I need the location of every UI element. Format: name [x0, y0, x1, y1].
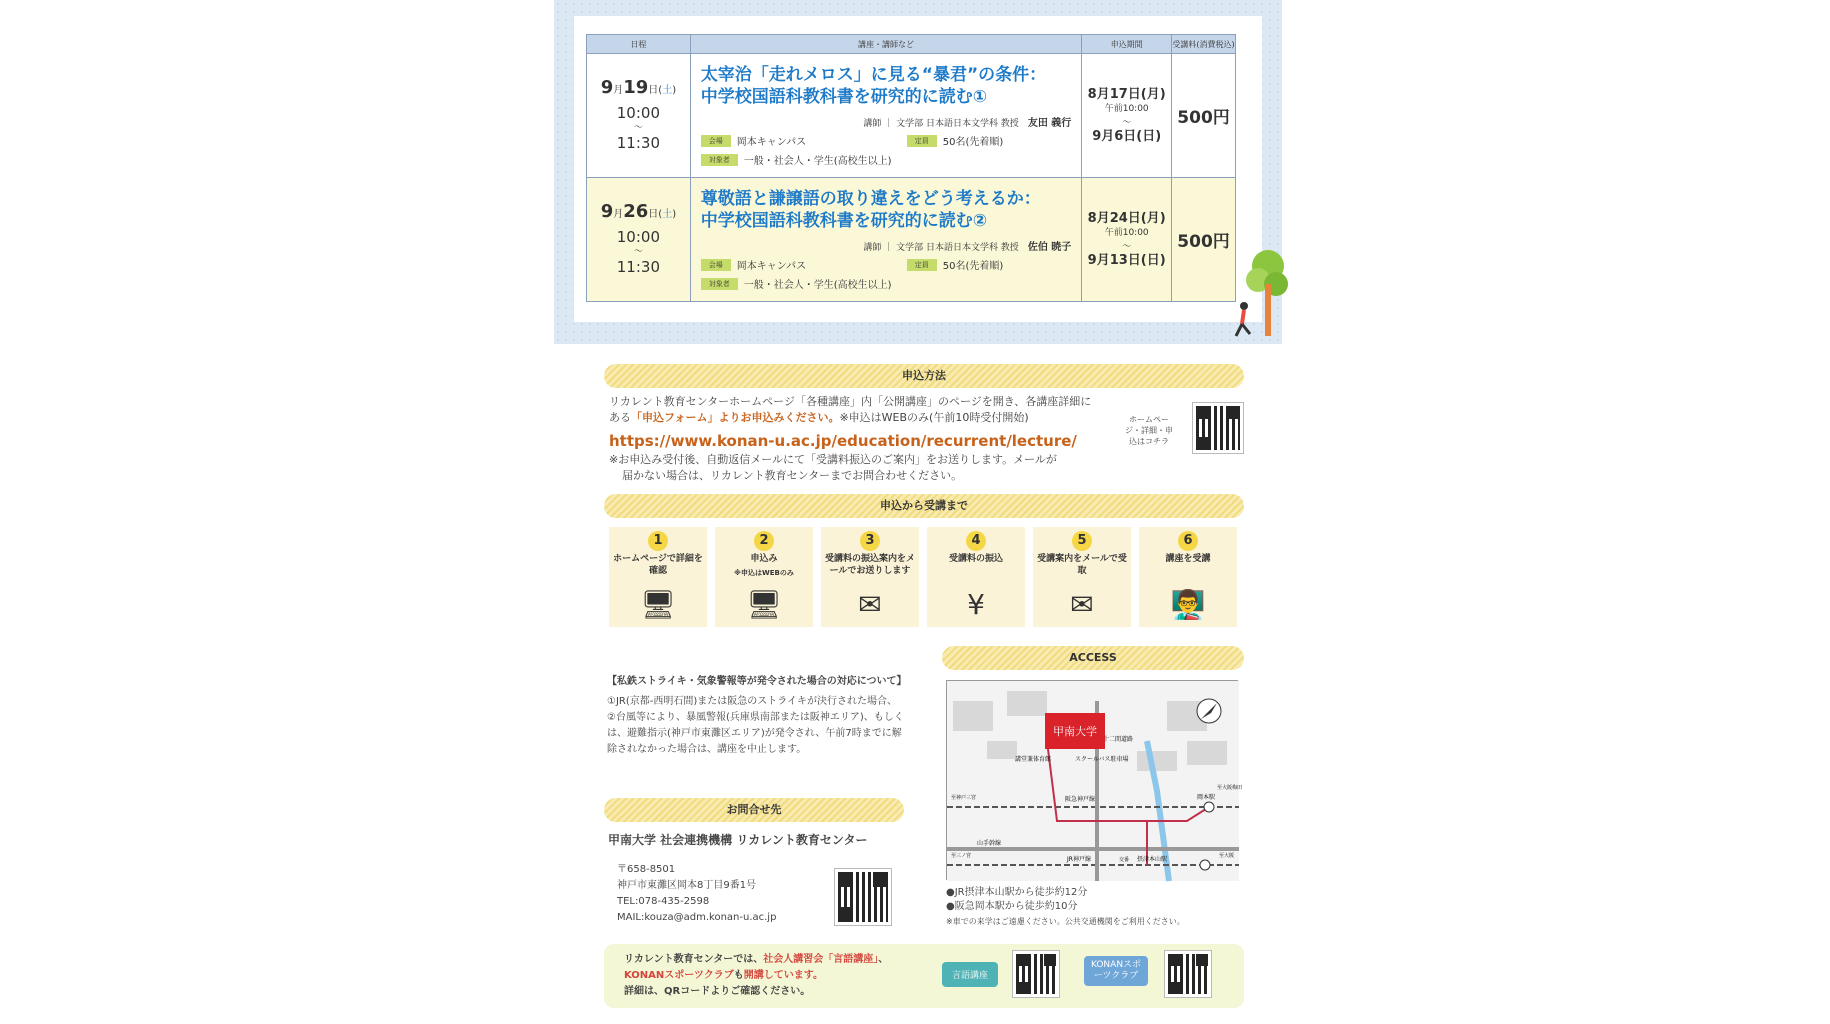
date-day: 19: [623, 77, 649, 98]
contact-tel: TEL:078-435-2598: [617, 896, 710, 907]
application-text-2: ある「申込フォーム」よりお申込みください。※申込はWEBのみ(午前10時受付開始): [609, 411, 1029, 424]
capacity-tag: 定員: [907, 135, 937, 147]
lecture-icon: 👨‍🏫: [1170, 588, 1206, 621]
map-jr-label: JR神戸線: [1067, 856, 1091, 863]
strike-text: ①JR(京都-西明石間)または阪急のストライキが決行された場合、②台風等により、暴風警報(兵庫県南部または阪神エリア)、もしくは、避難指示(神戸市東灘区エリア)が発令され、午前7時までに解除されなかった場合は、講座を中止します。: [607, 696, 904, 755]
venue-tag: 会場: [701, 135, 731, 147]
flow-step-6: 6 講座を受講 👨‍🏫: [1139, 527, 1237, 627]
period-start: 8月17日(月): [1087, 86, 1166, 102]
capacity: 50名(先着順): [942, 137, 1004, 148]
period-end: 9月6日(日): [1092, 128, 1162, 144]
map-sannomiya-label: 至神戸三宮: [951, 795, 977, 801]
course-title-2: 中学校国語科教科書を研究的に読む②: [700, 211, 988, 231]
date-cell: 9月26日(土) 10:00 〜 11:30: [587, 178, 691, 302]
application-url-link[interactable]: https://www.konan-u.ac.jp/education/recurrent/lecture/: [609, 432, 1077, 450]
period-start-time: 午前10:00: [1104, 227, 1149, 238]
flow-step-2: 2 申込み ※申込はWEBのみ 🖥: [715, 527, 813, 627]
language-qr-code[interactable]: [1012, 950, 1060, 998]
map-hankyu-label: 阪急神戸線: [1065, 796, 1096, 803]
contact-heading: お問合せ先: [604, 798, 904, 822]
computer-icon: 🖥: [746, 588, 782, 621]
venue-tag: 会場: [701, 259, 731, 271]
course-title-1: 尊敬語と謙譲語の取り違えをどう考えるか：: [700, 189, 1041, 209]
qr-caption: ホームページ・詳細・申込はコチラ: [1125, 415, 1173, 446]
capacity: 50名(先着順): [942, 261, 1004, 272]
map-yamate-label: 山手幹線: [977, 840, 1002, 847]
map-bus-label: スクールバス駐車場: [1075, 756, 1129, 763]
map-gym-label: 講堂兼体育館: [1015, 756, 1052, 763]
date-day: 26: [623, 201, 649, 222]
map-osaka-label: 至大阪: [1219, 853, 1235, 859]
access-note: ※車での来学はご遠慮ください。公共交通機関をご利用ください。: [946, 917, 1185, 926]
application-note-1: ※お申込み受付後、自動返信メールにて「受講料振込のご案内」をお送りします。メールが: [609, 453, 1057, 466]
target-tag: 対象者: [701, 154, 738, 166]
map-settsu-label: 摂津本山駅: [1137, 856, 1168, 863]
sports-club-button[interactable]: KONANスポーツクラブ: [1084, 956, 1148, 986]
application-qr-code[interactable]: [1192, 402, 1244, 454]
venue: 岡本キャンパス: [736, 137, 807, 148]
schedule-card: [574, 16, 1262, 322]
flow-step-5: 5 受講案内をメールで受取 ✉: [1033, 527, 1131, 627]
schedule-panel: [554, 0, 1282, 344]
map-umeda-label: 至大阪梅田: [1217, 785, 1243, 791]
date-cell: 9月19日(土) 10:00 〜 11:30: [587, 54, 691, 178]
flow-step-3: 3 受講料の振込案内をメールでお送りします ✉: [821, 527, 919, 627]
access-line-2: ●阪急岡本駅から徒歩約10分: [946, 901, 1078, 912]
strike-heading: 【私鉄ストライキ・気象警報等が発令された場合の対応について】: [607, 676, 907, 687]
application-note-2: 届かない場合は、リカレント教育センターまでお問合わせください。: [622, 469, 963, 482]
flow-heading: 申込から受講まで: [604, 494, 1244, 518]
course-cell: [690, 54, 1082, 178]
time-start: 10:00: [616, 228, 660, 246]
table-row: [587, 178, 1236, 302]
access-map: [946, 680, 1243, 880]
contact-qr-code[interactable]: [834, 868, 892, 926]
flow-step-4: 4 受講料の振込 ¥: [927, 527, 1025, 627]
footer-text-3: 詳細は、QRコードよりご確認ください。: [624, 986, 811, 997]
envelope-icon: ✉: [858, 588, 882, 621]
time-end: 11:30: [616, 258, 660, 276]
target: 一般・社会人・学生(高校生以上): [743, 156, 892, 167]
contact-postal: 〒658-8501: [617, 864, 676, 875]
application-form-link: 「申込フォーム」よりお申込みください。: [631, 411, 840, 424]
date-month: 9: [600, 77, 614, 98]
computer-icon: 🖥: [640, 588, 676, 621]
weekday: 土: [662, 85, 673, 96]
weekday: 土: [662, 209, 673, 220]
application-text-1: リカレント教育センターホームページ「各種講座」内「公開講座」のページを開き、各講座詳細に: [609, 395, 1092, 408]
flow-step-1: 1 ホームページで詳細を確認 🖥: [609, 527, 707, 627]
period-start-time: 午前10:00: [1104, 103, 1149, 114]
footer-band: [604, 944, 1244, 1008]
header-date: 日程: [587, 35, 691, 54]
sports-qr-code[interactable]: [1164, 950, 1212, 998]
period-cell: 8月24日(月) 午前10:00 〜 9月13日(日): [1082, 178, 1172, 302]
lecturer: 講師 ｜ 文学部 日本語日本文学科 教授 佐伯 暁子: [863, 242, 1072, 253]
capacity-tag: 定員: [907, 259, 937, 271]
tree-runner-illustration: [1232, 244, 1288, 340]
access-heading: ACCESS: [942, 646, 1244, 670]
schedule-table: [586, 34, 1236, 302]
open-mail-icon: ✉: [1070, 588, 1094, 621]
map-sannomiya2-label: 至三ノ宮: [951, 853, 972, 859]
application-heading: 申込方法: [604, 364, 1244, 388]
period-end: 9月13日(日): [1087, 252, 1166, 268]
fee-cell: 500円: [1172, 178, 1236, 302]
contact-org: 甲南大学 社会連携機構 リカレント教育センター: [608, 833, 868, 847]
footer-text-1: リカレント教育センターでは、社会人講習会「言語講座」、: [624, 954, 889, 965]
access-line-1: ●JR摂津本山駅から徒歩約12分: [946, 887, 1088, 898]
map-koban-label: 交番: [1119, 857, 1130, 863]
fee-cell: 500円: [1172, 54, 1236, 178]
time-end: 11:30: [616, 134, 660, 152]
header-period: 申込期間: [1082, 35, 1172, 54]
atm-icon: ¥: [967, 588, 985, 621]
target-tag: 対象者: [701, 278, 738, 290]
footer-text-2: KONANスポーツクラブも開講しています。: [624, 970, 823, 981]
course-title-1: 太宰治「走れメロス」に見る“暴君”の条件：: [700, 65, 1047, 85]
compass-icon: [1197, 699, 1221, 723]
header-fee: 受講料(消費税込): [1172, 35, 1236, 54]
date-month: 9: [600, 201, 614, 222]
header-course: 講座・講師など: [690, 35, 1082, 54]
time-start: 10:00: [616, 104, 660, 122]
venue: 岡本キャンパス: [736, 261, 807, 272]
lecturer: 講師 ｜ 文学部 日本語日本文学科 教授 友田 義行: [863, 118, 1072, 129]
course-title-2: 中学校国語科教科書を研究的に読む①: [700, 87, 988, 107]
contact-address: 神戸市東灘区岡本8丁目9番1号: [617, 880, 757, 891]
period-start: 8月24日(月): [1087, 210, 1166, 226]
map-okamoto-label: 岡本駅: [1197, 794, 1216, 801]
language-course-button[interactable]: 言語講座: [942, 962, 998, 987]
course-cell: [690, 178, 1082, 302]
map-road-label: 十二間道路: [1103, 736, 1134, 743]
period-cell: 8月17日(月) 午前10:00 〜 9月6日(日): [1082, 54, 1172, 178]
map-univ-label: 甲南大学: [1053, 725, 1097, 738]
target: 一般・社会人・学生(高校生以上): [743, 280, 892, 291]
contact-mail[interactable]: MAIL:kouza@adm.konan-u.ac.jp: [617, 912, 777, 923]
table-row: [587, 54, 1236, 178]
